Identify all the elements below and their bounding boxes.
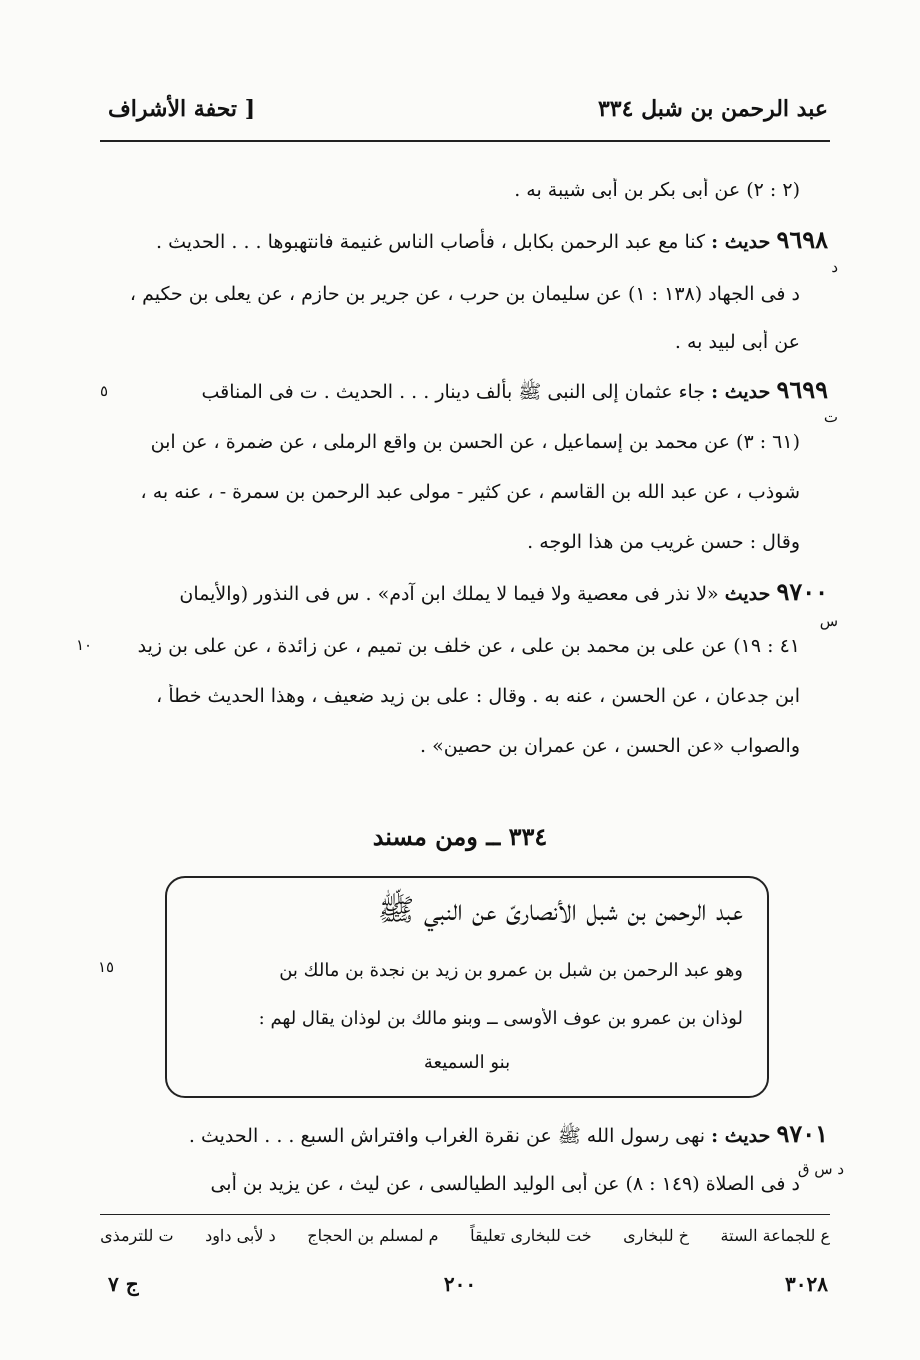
hadith-9701 <box>100 1122 828 1148</box>
hadith-9700 <box>100 580 828 606</box>
running-head-right: عبد الرحمن بن شبل ٣٣٤ <box>597 96 828 122</box>
margin-siglum: د س ق <box>797 1160 844 1178</box>
text-line: (٢ : ٢) عن أبى بكر بن أبى شيبة به . <box>514 179 800 201</box>
text-line: (٦١ : ٣) عن محمد بن إسماعيل ، عن الحسن بن واقع الرملى ، عن ضمرة ، عن ابن <box>150 431 800 453</box>
line-number: ١٠ <box>76 636 93 654</box>
header-rule <box>100 140 830 142</box>
legend-item: خت للبخارى تعليقاً <box>470 1226 592 1245</box>
volume-number: ج ٧ <box>108 1272 139 1296</box>
page-serial: ٣٠٢٨ <box>785 1272 828 1296</box>
section-title: ٣٣٤ ــ ومن مسند <box>372 822 548 851</box>
text-line: عن أبى لبيد به . <box>674 331 800 353</box>
hadith-text: نهى رسول الله ﷺ عن نقرة الغراب وافتراش السبع . . . الحديث . <box>188 1125 706 1147</box>
text-line: والصواب «عن الحسن ، عن عمران بن حصين» . <box>420 735 800 757</box>
margin-siglum: د <box>831 258 838 276</box>
line-number: ٥ <box>100 382 109 400</box>
legend-item: ت للترمذى <box>100 1226 174 1245</box>
margin-siglum: ت <box>823 408 838 426</box>
legend-item: م لمسلم بن الحجاج <box>307 1226 439 1245</box>
hadith-number: ٩٧٠٠ <box>776 580 828 606</box>
text-line: د فى الجهاد (١٣٨ : ١) عن سليمان بن حرب ، عن جرير بن حازم ، عن يعلى بن حكيم ، <box>129 283 800 305</box>
box-text-line: وهو عبد الرحمن بن شبل بن عمرو بن زيد بن نجدة بن مالك بن <box>279 960 743 981</box>
page-number: ٢٠٠ <box>443 1272 477 1296</box>
text-line: ٤١ : ١٩) عن على بن محمد بن على ، عن خلف بن تميم ، عن زائدة ، عن على بن زيد <box>137 635 800 657</box>
legend-item: ع للجماعة الستة <box>720 1226 830 1245</box>
text-line: شوذب ، عن عبد الله بن القاسم ، عن كثير - مولى عبد الرحمن بن سمرة - ، عنه به ، <box>140 481 800 503</box>
footnote-rule <box>100 1214 830 1215</box>
musnad-box <box>165 876 769 1098</box>
musnad-title: عبد الرحمن بن شبل الأنصارىّ عن النبي ﷺ <box>378 893 743 928</box>
hadith-number: ٩٧٠١ <box>776 1122 828 1148</box>
hadith-keyword: حديث <box>724 583 771 605</box>
box-text-line: لوذان بن عمرو بن عوف الأوسى ــ وبنو مالك بن لوذان يقال لهم : <box>258 1008 743 1029</box>
margin-siglum: س <box>819 612 838 630</box>
line-number: ١٥ <box>98 958 115 976</box>
legend-item: د لأبى داود <box>205 1226 276 1245</box>
hadith-keyword: حديث : <box>711 381 771 403</box>
hadith-keyword: حديث : <box>711 1125 771 1147</box>
hadith-number: ٩٦٩٩ <box>776 378 828 404</box>
text-line: د فى الصلاة (١٤٩ : ٨) عن أبى الوليد الطيالسى ، عن ليث ، عن يزيد بن أبى <box>210 1173 800 1195</box>
running-head-left: [ تحفة الأشراف <box>108 96 256 122</box>
hadith-number: ٩٦٩٨ <box>776 228 828 254</box>
hadith-text: جاء عثمان إلى النبى ﷺ بألف دينار . . . الحديث . ت فى المناقب <box>201 381 706 403</box>
hadith-9698 <box>100 228 828 254</box>
hadith-text: «لا نذر فى معصية ولا فيما لا يملك ابن آدم» . س فى النذور (والأيمان <box>179 583 719 605</box>
legend-item: خ للبخارى <box>623 1226 689 1245</box>
hadith-keyword: حديث : <box>711 231 771 253</box>
box-text-line: بنو السميعة <box>423 1052 511 1073</box>
text-line: ابن جدعان ، عن الحسن ، عنه به . وقال : على بن زيد ضعيف ، وهذا الحديث خطأ ، <box>156 685 800 707</box>
hadith-9699 <box>128 378 828 404</box>
sigla-legend <box>100 1226 830 1245</box>
hadith-text: كنا مع عبد الرحمن بكابل ، فأصاب الناس غنيمة فانتهبوها . . . الحديث . <box>156 231 706 253</box>
text-line: وقال : حسن غريب من هذا الوجه . <box>527 531 800 553</box>
